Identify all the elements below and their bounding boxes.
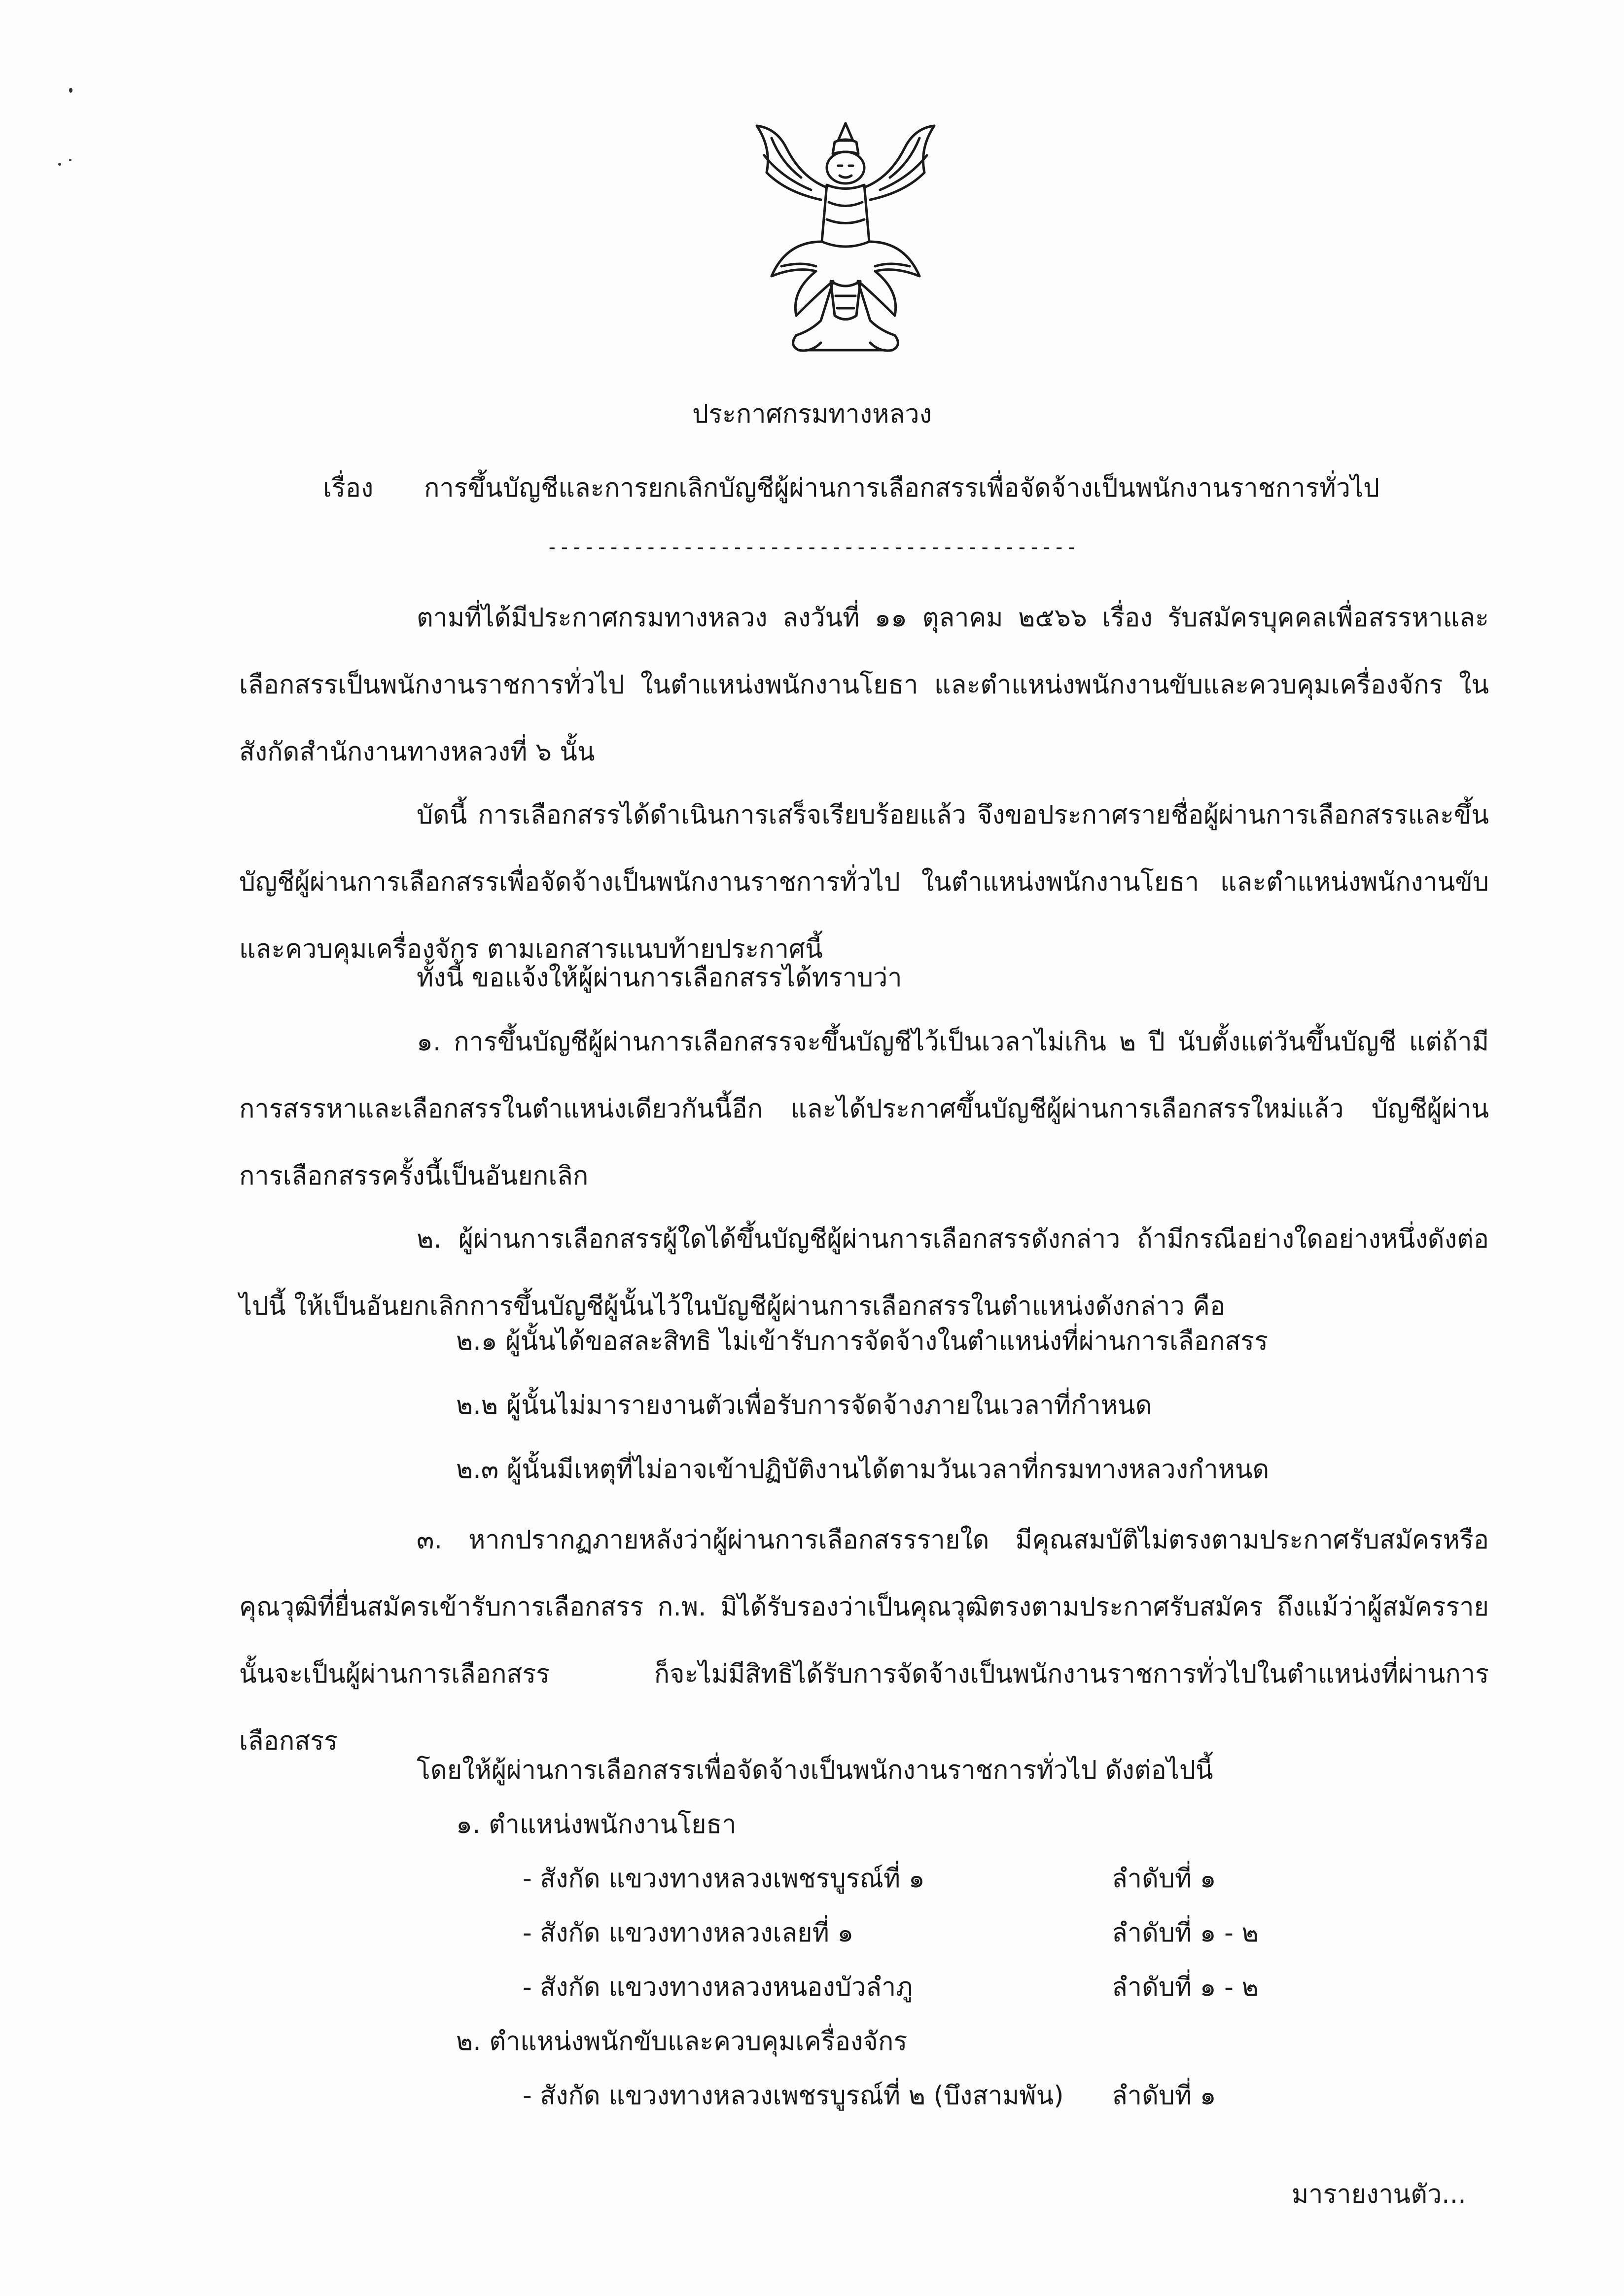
scan-speck — [58, 163, 61, 166]
sub-item-2-3: ๒.๓ ผู้นั้นมีเหตุที่ไม่อาจเข้าปฏิบัติงานได้ตามวันเวลาที่กรมทางหลวงกำหนด — [456, 1455, 1270, 1484]
unit-name: - สังกัด แขวงทางหลวงเพชรบูรณ์ที่ ๒ (บึงสามพัน) — [523, 2081, 1064, 2111]
paragraph-clause-2: ๒. ผู้ผ่านการเลือกสรรผู้ใดได้ขึ้นบัญชีผู้ผ่านการเลือกสรรดังกล่าว ถ้ามีกรณีอย่างใดอย่างหนึ่งดังต่อไปนี้ ให้เป็นอันยกเลิกการขึ้นบัญชีผู้นั้นไว้ในบัญชีผู้ผ่านการเลือกสรรในตำแหน่งดังกล่าว คือ — [239, 1224, 1489, 1321]
garuda-emblem-icon — [742, 118, 949, 360]
assignment-intro: โดยให้ผู้ผ่านการเลือกสรรเพื่อจัดจ้างเป็นพนักงานราชการทั่วไป ดังต่อไปนี้ — [417, 1756, 1213, 1785]
scan-speck — [69, 159, 71, 161]
continuation-text: มารายงานตัว... — [1292, 2180, 1466, 2209]
separator-line: ------------------------------------------- — [546, 536, 1078, 559]
paragraph-clause-1: ๑. การขึ้นบัญชีผู้ผ่านการเลือกสรรจะขึ้นบัญชีไว้เป็นเวลาไม่เกิน ๒ ปี นับตั้งแต่วันขึ้นบัญชี แต่ถ้ามีการสรรหาและเลือกสรรในตำแหน่งเดียวกันนี้อีก และได้ประกาศขึ้นบัญชีผู้ผ่านการเลือกสรรใหม่แล้ว บัญชีผู้ผ่านการเลือกสรรครั้งนี้เป็นอันยกเลิก — [239, 1027, 1489, 1191]
document-title: ประกาศกรมทางหลวง — [692, 399, 932, 429]
unit-name: - สังกัด แขวงทางหลวงเลยที่ ๑ — [523, 1918, 854, 1948]
position-title: ๒. ตำแหน่งพนักขับและควบคุมเครื่องจักร — [456, 2027, 908, 2056]
paragraph-announcement: บัดนี้ การเลือกสรรได้ดำเนินการเสร็จเรียบร้อยแล้ว จึงขอประกาศรายชื่อผู้ผ่านการเลือกสรรและขึ้นบัญชีผู้ผ่านการเลือกสรรเพื่อจัดจ้างเป็นพนักงานราชการทั่วไป ในตำแหน่งพนักงานโยธา และตำแหน่งพนักงานขับและควบคุมเครื่องจักร ตามเอกสารแนบท้ายประกาศนี้ — [239, 800, 1489, 964]
paragraph-intro: ตามที่ได้มีประกาศกรมทางหลวง ลงวันที่ ๑๑ ตุลาคม ๒๕๖๖ เรื่อง รับสมัครบุคคลเพื่อสรรหาและเลือกสรรเป็นพนักงานราชการทั่วไป ในตำแหน่งพนักงานโยธา และตำแหน่งพนักงานขับและควบคุมเครื่องจักร ในสังกัดสำนักงานทางหลวงที่ ๖ นั้น — [239, 603, 1489, 767]
unit-rank: ลำดับที่ ๑ - ๒ — [1112, 1973, 1259, 2002]
paragraph-clause-3: ๓. หากปรากฏภายหลังว่าผู้ผ่านการเลือกสรรรายใด มีคุณสมบัติไม่ตรงตามประกาศรับสมัครหรือคุณวุฒิที่ยื่นสมัครเข้ารับการเลือกสรร ก.พ. มิได้รับรองว่าเป็นคุณวุฒิตรงตามประกาศรับสมัคร ถึงแม้ว่าผู้สมัครรายนั้นจะเป็นผู้ผ่านการเลือกสรร ก็จะไม่มีสิทธิได้รับการจัดจ้างเป็นพนักงานราชการทั่วไปในตำแหน่งที่ผ่านการเลือกสรร — [239, 1525, 1489, 1756]
unit-rank: ลำดับที่ ๑ - ๒ — [1112, 1918, 1259, 1948]
unit-rank: ลำดับที่ ๑ — [1112, 1864, 1216, 1894]
unit-name: - สังกัด แขวงทางหลวงเพชรบูรณ์ที่ ๑ — [523, 1864, 925, 1894]
subject-label: เรื่อง — [323, 473, 374, 503]
subject-text: การขึ้นบัญชีและการยกเลิกบัญชีผู้ผ่านการเลือกสรรเพื่อจัดจ้างเป็นพนักงานราชการทั่วไป — [424, 473, 1380, 503]
position-title: ๑. ตำแหน่งพนักงานโยธา — [456, 1810, 737, 1839]
unit-name: - สังกัด แขวงทางหลวงหนองบัวลำภู — [523, 1973, 913, 2002]
sub-item-2-2: ๒.๒ ผู้นั้นไม่มารายงานตัวเพื่อรับการจัดจ้างภายในเวลาที่กำหนด — [456, 1391, 1152, 1420]
paragraph-notice: ทั้งนี้ ขอแจ้งให้ผู้ผ่านการเลือกสรรได้ทราบว่า — [417, 963, 902, 993]
unit-rank: ลำดับที่ ๑ — [1112, 2081, 1216, 2111]
sub-item-2-1: ๒.๑ ผู้นั้นได้ขอสละสิทธิ ไม่เข้ารับการจัดจ้างในตำแหน่งที่ผ่านการเลือกสรร — [456, 1327, 1268, 1356]
scan-speck — [69, 88, 72, 93]
